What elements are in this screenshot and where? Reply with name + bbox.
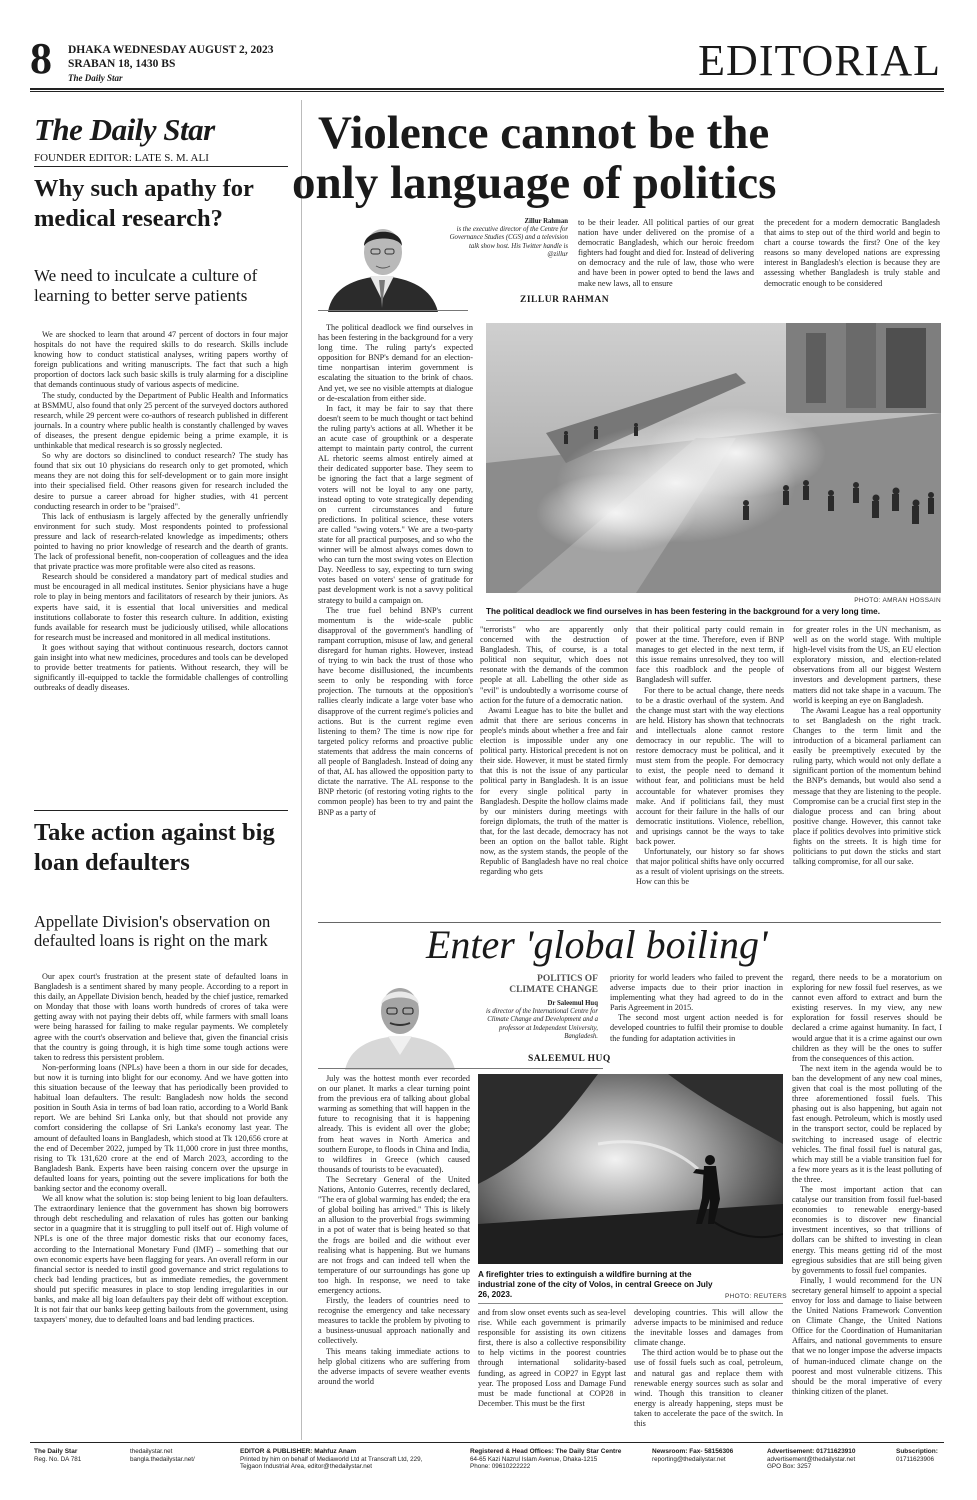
article2-col4 [792, 973, 942, 1440]
paragraph: The most important action that can catalyse our transition from fossil fuel-based economies to renewable energy-based economies is to discover new financial investment incentives, so that trillions of dollars can be shifted to investing in clean energy. This means getting rid of the most egregious subsidies that are still being given by governments to fossil fuel companies. [792, 1184, 942, 1275]
footer-subscription-title: Subscription: [896, 1448, 938, 1455]
page-number: 8 [30, 34, 52, 83]
paragraph: priority for world leaders who failed to prevent the adverse impacts due to their prior inaction in implementing what they had agreed to do in the Paris Agreement in 2015. [610, 973, 783, 1013]
paragraph: The second most urgent action needed is for developed countries to fulfil their promise to double the funding for adaptation activities in [610, 1013, 783, 1043]
author1-name: Zillur Rahman [524, 218, 568, 225]
paragraph: to be their leader. All political parties of our great nation have under delivered on the promise of a democratic Bangladesh, which our heroic freedom fighters had fought and died for. Instead of delivering on democracy and the rule of law, those who were and have been in power opted to bend the laws and make new laws, all to ensure [578, 218, 754, 288]
paragraph: The next item in the agenda would be to ban the development of any new coal mines, given that coal is the most polluting of the three aforementioned fossil fuels. This phasing out is also happening, but again not fast enough. Petroleum, which is mostly used in the transport sector, could be replaced by switching to increased usage of electric vehicles. The final fossil fuel is natural gas, which may still be a viable transition fuel for a few more years as it is the least polluting of the three. [792, 1063, 942, 1184]
footer-printer: Printed by him on behalf of Mediaworld Ltd at Transcraft Ltd, 229, [240, 1455, 423, 1463]
article2-headline: Enter 'global boiling' [426, 922, 768, 967]
paragraph: We all know what the solution is: stop being lenient to big loan defaulters. The extraordinary lenience that the government has shown big borrowers through debt rescheduling and relaxation of rules has gotten our banking sector in a quagmire that it is struggling to pull itself out of. High volume of NPLs is one of the three major domestic risks that our economy faces, according to the International Monetary Fund (IMF) – something that our own economic experts have been flagging for years. An overall reform in our financial sector is needed to instil good governance and strict regulations to check bad lending practices, but as immediate remedies, the government should put specific measures in place to stop lending irregularities in our banks, and make all big loan defaulters pay their debt off without exception. It is not fair that our banks keep getting bailouts from the government, using taxpayers' money, due to defaulted loans and bad lending practices. [34, 1194, 288, 1325]
footer-gpo: GPO Box: 3257 [767, 1463, 812, 1470]
article1-col1 [318, 323, 473, 918]
column-divider [301, 100, 302, 1440]
logo: The Daily Star [34, 112, 215, 147]
date-line: DHAKA WEDNESDAY AUGUST 2, 2023 [68, 44, 274, 56]
author1-bio-text: is the executive director of the Centre for Governance Studies (CGS) and a television talk show host. His Twitter handle is @zillur [449, 226, 568, 258]
paragraph: Awami League has to bite the bullet and admit that there are serious concerns in people's minds about whether a free and fair election is impossible under any one political party. Historical precedent is not on their side. However, it must be stated firmly that this is not the issue of any particular political party in Bangladesh. It is an issue for every single political party in Bangladesh. Despite the hollow claims made by our ministers during meetings with foreign diplomats, the truth of the matter is that, for the last decade, democracy has not been an option on the ballot table. Right now, as the system stands, the people of the Republic of Bangladesh have no real choice regarding who gets [480, 705, 628, 877]
article2-col3 [634, 1308, 783, 1440]
section-title: EDITORIAL [698, 36, 941, 85]
footer-reg: Reg. No. DA 781 [34, 1455, 82, 1463]
paragraph: So why are doctors so disinclined to conduct research? The study has found that six out 10 physicians do research only to get promoted, which means they are not doing this for self-development or to gain more insight into their specialised field. Other reasons given for research included the desire to pursue a career abroad for higher studies, with 41 percent conducting research in order to be "praised". [34, 451, 288, 511]
paragraph: that their political party could remain in power at the time. Therefore, even if BNP manages to get elected in the next term, if this issue remains unresolved, they too will face this roadblock and the people of Bangladesh will suffer. [636, 625, 784, 685]
photo1-credit: PHOTO: AMRAN HOSSAIN [854, 597, 941, 604]
protest-photo [486, 323, 941, 593]
author1-byline: ZILLUR RAHMAN [520, 295, 610, 305]
article2-col2 [478, 1308, 626, 1440]
paragraph: the precedent for a modern democratic Bangladesh that aims to step out of the third world and begin to chart a course towards the first? One of the key reasons so many developed nations are expressing interest in Bangladesh's election is because they are assessing whether Bangladesh is truly stable and democratic enough to be considered [764, 218, 940, 288]
footer-offices-address: 64-65 Kazi Nazrul Islam Avenue, Dhaka-1215 [470, 1455, 598, 1463]
column-name-line1: POLITICS OF [537, 974, 598, 984]
paragraph: In fact, it may be fair to say that there doesn't seem to be much thought or tact behind the ruling party's actions at all. Whether it be an acute case of groupthink or a desperate attempt to maintain party control, the current AL rhetoric seems almost entirely aimed at their dedicated supporter base. They seem to be ignoring the fact that a large segment of voters will not be loyal to any one party, instead opting to vote strategically depending on current circumstances and future predictions. In political science, these voters are called "swing voters." We are a two-party state for all practical purposes, and so who the winner will be almost always comes down to who can turn the most swing votes on Election Day. Needless to say, expecting to turn swing votes based on voters' sense of gratitude for past development work is not a savvy political strategy to build a campaign on. [318, 403, 473, 605]
footer-ads-title: Advertisement: 01711623910 [767, 1448, 856, 1455]
footer-offices-title: Registered & Head Offices: The Daily Star Centre [470, 1448, 622, 1455]
editorial2-headline: Take action against big loan defaulters [34, 819, 275, 876]
photo2-credit: PHOTO: REUTERS [725, 1293, 787, 1300]
paragraph: The Secretary General of the United Nations, Antonio Guterres, recently declared, "The era of global warming has ended; the era of global boiling has arrived." This is likely an allusion to the proverbial frogs swimming in a pot of water that is being heated so that the frogs are boiled and die without ever realising what is happening. But we humans are not frogs and can indeed tell when the temperature of our surroundings has gone up too high. In response, we need to take emergency actions. [318, 1174, 470, 1295]
paragraph: Firstly, the leaders of countries need to recognise the emergency and take necessary measures to tackle the problem by pivoting to a business-unusual approach nationally and collectively. [318, 1296, 470, 1346]
masthead-rule [30, 88, 944, 90]
article2-top-col [610, 973, 783, 1068]
masthead-rule-thin [30, 91, 944, 92]
article1-top-col1 [578, 218, 754, 318]
footer-newsroom [652, 1448, 762, 1463]
paragraph: Research should be considered a mandatory part of medical studies and must be encouraged in all medical institutes. Senior physicians have a huge role to play in being mentors and facilitators of research by their juniors. As experts have said, it is essential that local universities and medical institutions collaborate to foster this research culture. In addition, existing funds available for research must be judiciously utilised, while allocations for research must be increased and monitored in all medical institutions. [34, 572, 288, 642]
paragraph: developing countries. This will allow the adverse impacts to be minimised and reduce the inevitable losses and damages from climate change. [634, 1308, 783, 1348]
editorial2-subhead: Appellate Division's observation on defaulted loans is right on the mark [34, 912, 271, 950]
footer-offices [470, 1448, 645, 1471]
footer-ads [767, 1448, 887, 1471]
paragraph: Non-performing loans (NPLs) have been a thorn in our side for decades, but now it is turning into blight for our economy. And we have gotten into this situation because of the leeway that has periodically been provided to habitual loan defaulters. The result: Bangladesh now holds the second position in South Asia in terms of bad loan ratio, according to a World Bank report. We are behind Sri Lanka only, but that should not provide any comfort considering the collapse of Sri Lanka's economy last year. The amount of defaulted loans in Bangladesh, which stood at Tk 120,656 crore at the end of December 2022, jumped by Tk 11,000 crore in just three months, rising to Tk 131,620 crore at the end of March 2023, according to the Bangladesh Bank. Experts have been raising concern over the upsurge in defaulted loans for years, pointing out the severe implications for both the banking sector and the economy overall. [34, 1062, 288, 1193]
footer-subscription-phone: 01711623906 [896, 1455, 935, 1463]
column-name-line2: CLIMATE CHANGE [509, 985, 598, 995]
footer-paper [34, 1448, 124, 1463]
footer-bangla-link[interactable]: bangla.thedailystar.net/ [130, 1455, 195, 1463]
footer-newsroom-title: Newsroom: Fax- 58156306 [652, 1448, 734, 1455]
paragraph: regard, there needs to be a moratorium on exploring for new fossil fuel reserves, as we cannot even afford to extract and burn the existing reserves. In my view, any new exploration for fossil reserves should be declared a crime against humanity. In fact, I would argue that it is a crime against our own children as they will be the ones to suffer from the consequences of this action. [792, 973, 942, 1063]
paragraph: Our apex court's frustration at the present state of defaulted loans in Bangladesh is a sentiment shared by many people. According to a report in this daily, an Appellate Division bench, headed by the chief justice, remarked on Monday that those with loans worth hundreds of crores of taka were getting away with not paying their debts off, while farmers with small loans were being harassed for failing to make regular payments. We completely agree with the court's observation and believe that, given the financial crisis that the country is going through, it is high time some tough actions were taken to redress this persistent problem. [34, 972, 288, 1062]
article1-col4 [793, 625, 941, 918]
article1-headline-line2: only language of politics [292, 157, 777, 209]
article1-col3 [636, 625, 784, 918]
article2-col1 [318, 1074, 470, 1440]
footer-address: Tejgaon Industrial Area, editor@thedailystar.net [240, 1463, 373, 1470]
paragraph: The third action would be to phase out the use of fossil fuels such as coal, petroleum, and natural gas and replace them with renewable energy sources such as solar and wind. Though this transition to cleaner energy is already happening, steps must be taken to accelerate the pace of the switch. In this [634, 1348, 783, 1429]
footer-web [130, 1448, 230, 1463]
author1-bio [448, 218, 568, 259]
footer-ads-email[interactable]: advertisement@thedailystar.net [767, 1455, 856, 1463]
paragraph: This means taking immediate actions to help global citizens who are suffering from the adverse impacts of severe weather events around the world [318, 1346, 470, 1386]
author2-byline: SALEEMUL HUQ [528, 1054, 611, 1064]
editorial1-subhead: We need to inculcate a culture of learning to better serve patients [34, 266, 258, 305]
column-name [470, 974, 598, 996]
paragraph: Finally, I would recommend for the UN secretary general himself to appoint a special envoy for loss and damage to liaise between the United Nations Framework Convention on Climate Change, the United Nations Office for the Coordination of Humanitarian Affairs, and national governments to ensure that we no longer impose the adverse impacts of human-induced climate change on the poorest and most vulnerable citizens. This should be the moral imperative of every thinking citizen of the planet. [792, 1275, 942, 1396]
paragraph: The study, conducted by the Department of Public Health and Informatics at BSMMU, also found that only 25 percent of the surveyed doctors authored research, while 29 percent were co-authors of research published in different journals. In a country where public health is constantly challenged by waves of diseases, the present dengue epidemic being a prime example, it is unthinkable that medical research is so grossly neglected. [34, 390, 288, 451]
footer-subscription [896, 1448, 946, 1463]
editorial1-body [34, 330, 288, 800]
editorial1-headline: Why such apathy for medical research? [34, 175, 254, 232]
author2-name: Dr Saleemul Huq [547, 1000, 598, 1007]
byline-rule [318, 310, 468, 311]
author-photo [318, 212, 448, 312]
left-separator [34, 810, 288, 811]
article1-top-col2 [764, 218, 940, 318]
article1-col2 [480, 625, 628, 918]
footer-phone: Phone: 09610222222 [470, 1463, 531, 1470]
paragraph: For there to be actual change, there needs to be a drastic overhaul of the system. And the change must start with the way elections are held. History has shown that technocrats and intellectuals alone cannot restore democracy in our republic. The will to restore democracy must be political, and it must stem from the people. For democracy to exist, the people need to demand it without fear, and politicians must be held accountable for whatever promises they make. And if politicians fail, they must account for their failure in the halls of our democratic institutions. Violence, rebellion, and uprisings cannot be the ways to take back power. [636, 685, 784, 846]
photo2-caption: A firefighter tries to extinguish a wildfire burning at the industrial zone of the city of Volos, in central Greece on July 26, 2023. [478, 1270, 713, 1299]
paragraph: "terrorists" who are apparently only concerned with the destruction of Bangladesh. This, of course, is a total political non sequitur, which does not resonate with the demands of the common people at all. Labelling the other side as "evil" is undoubtedly a worrisome course of action for the future of a democratic nation. [480, 625, 628, 705]
wildfire-photo [478, 1074, 783, 1264]
paragraph: The Awami League has a real opportunity to set Bangladesh on the right track. Changes to the term limit and the introduction of a bicameral parliament can easily be preemptively executed by the ruling party, which would not only deflate a significant portion of the momentum behind the BNP's demands, but would also send a message that they are listening to the people. Compromise can be a crucial first step in the dialogue process and can bring about positive change. However, this cannot take place if politics devolves into primitive stick fights on the streets. It is high time for politicians to put down the sticks and start talking compromise, for all our sake. [793, 705, 941, 867]
caption2-rule [478, 1303, 783, 1304]
footer-newsroom-email[interactable]: reporting@thedailystar.net [652, 1455, 726, 1463]
paragraph: It goes without saying that without continuous research, doctors cannot gain insight into what new medicines, procedures and tools can be developed to provide better treatments for patients. Without research, they will be significantly ill-equipped to tackle the formidable challenges of controlling outbreaks of deadly diseases. [34, 642, 288, 693]
author2-photo [340, 975, 460, 1070]
paper-name-small: The Daily Star [68, 73, 123, 83]
paragraph: for greater roles in the UN mechanism, as well as on the world stage. With multiple high-level visits from the US, an EU election exploratory mission, and election-related observations from all our biggest Western investors and development partners, these matters did not take shape in a vacuum. The world is keeping an eye on Bangladesh. [793, 625, 941, 705]
byline2-rule [318, 1068, 603, 1069]
paragraph: Unfortunately, our history so far shows that major political shifts have only occurred as a result of violent uprisings on the streets. How can this be [636, 847, 784, 887]
author2-bio [470, 1000, 598, 1041]
paragraph: We are shocked to learn that around 47 percent of doctors in four major hospitals do not have the required skills to do research. Skills include knowing how to conduct statistical analyses, writing papers worthy of foreign publications and writing manuscripts. The fact that such a high proportion of doctors lack such basic skills is truly alarming for a discipline that demands continuous study of various aspects of medicine. [34, 330, 288, 390]
paragraph: The political deadlock we find ourselves in has been festering in the background for a very long time. The ruling party's expected opposition for BNP's demand for an election-time nonpartisan interim government is escalating the situation to the brink of chaos. And yet, we see no visible attempts at dialogue or de-escalation from either side. [318, 323, 473, 403]
editorial2-body [34, 972, 288, 1440]
photo1-caption: The political deadlock we find ourselves in has been festering in the background for a very long time. [486, 607, 880, 616]
footer-editor-title: EDITOR & PUBLISHER: Mahfuz Anam [240, 1448, 357, 1455]
logo-rule [34, 166, 288, 167]
paragraph: July was the hottest month ever recorded on our planet. It marks a clear turning point from the previous era of talking about global warming as something that will happen in the future to recognising that it is happening already. This is evident all over the globe; from heat waves in North America and southern Europe, to floods in China and India, to wildfires in Greece (which caused thousands of tourists to be evacuated). [318, 1074, 470, 1174]
caption-rule [486, 620, 941, 621]
paragraph: The true fuel behind BNP's current momentum is the wide-scale public disapproval of the government's handling of rampant corruption, misuse of law, and general disregard for human rights. However, instead of trying to win back the trust of those who have become disillusioned, the incumbents seem to only be responding with force projection. The turnouts at the opposition's rallies clearly indicate a large voter base who disapprove of the current regime's policies and actions. But is the current regime even listening to them? The time is now ripe for targeted policy reforms and proactive public statements that address the main concerns of all people of Bangladesh. Instead of doing any of that, AL has allowed the opposition party to dictate the narrative. The AL response to the BNP rhetoric (of restoring voting rights to the common people) has been to try and paint the BNP as a party of [318, 605, 473, 817]
paragraph: This lack of enthusiasm is largely affected by the generally unfriendly environment for such study. Most respondents pointed to professional pressure and lack of research-related knowledge as impediments; others pointed to having no prior knowledge of research and the dearth of grants. The lack of professional benefit, non-cooperation of colleagues and the idea that private practice was more profitable were also cited as reasons. [34, 511, 288, 572]
footer-editor [240, 1448, 450, 1471]
footer-paper-title: The Daily Star [34, 1448, 78, 1455]
article1-headline-line1: Violence cannot be the [318, 107, 770, 159]
bangla-date: SRABAN 18, 1430 BS [68, 58, 176, 70]
paragraph: and from slow onset events such as sea-level rise. While each government is primarily responsible for assisting its own citizens first, there is also a collective responsibility to help victims in the poorest countries through international solidarity-based funding, as agreed in COP27 in Egypt last year. The proposed Loss and Damage Fund must be made functional at COP28 in December. This must be the first [478, 1308, 626, 1408]
footer-web-link[interactable]: thedailystar.net [130, 1448, 173, 1455]
founder-editor: FOUNDER EDITOR: LATE S. M. ALI [34, 152, 209, 164]
footer-rule [30, 1442, 944, 1443]
author2-bio-text: is director of the International Centre for Climate Change and Development and a professor at Independent University, Bangladesh. [485, 1008, 598, 1040]
